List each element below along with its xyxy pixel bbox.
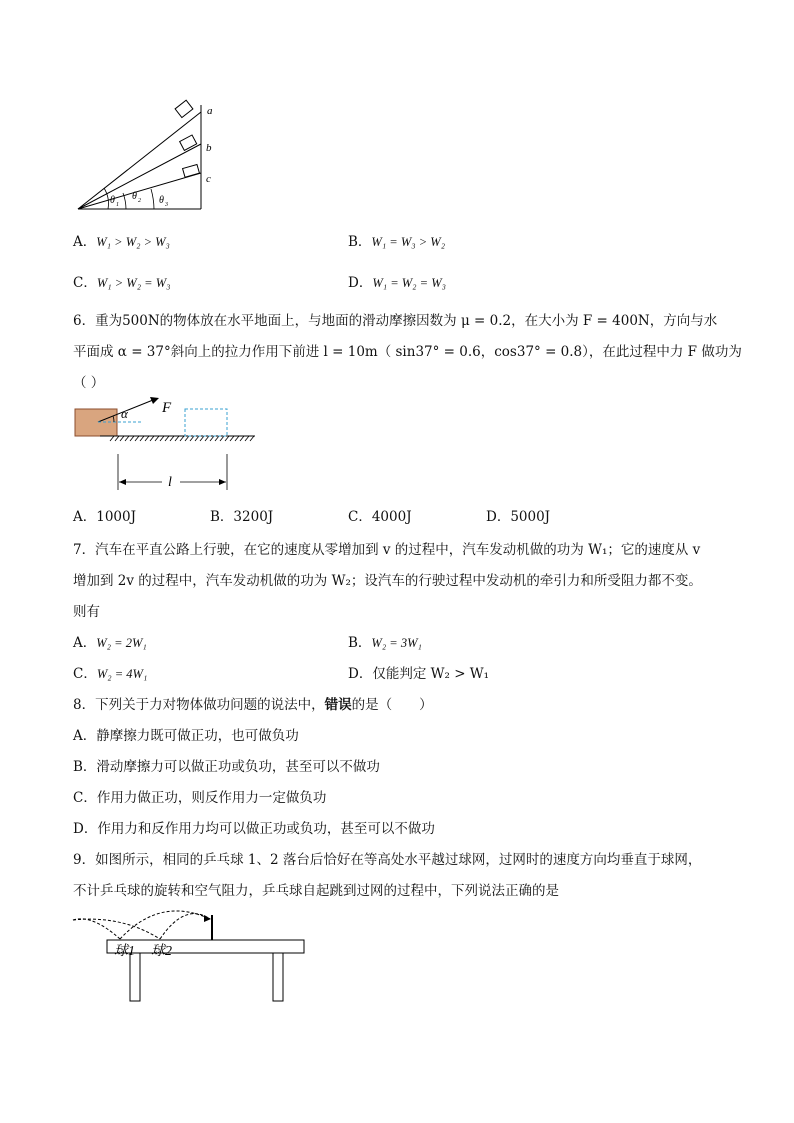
label-alpha: α [121, 406, 128, 421]
net [211, 915, 213, 941]
q8-option-b[interactable]: B．滑动摩擦力可以做正功或负功，甚至可以不做功 [73, 759, 380, 775]
q6-force-figure [70, 400, 260, 494]
q7-option-d[interactable]: D．仅能判定 W₂ > W₁ [348, 666, 490, 682]
label-theta1: θ [110, 195, 115, 206]
q8-stem-bold: 错误 [324, 697, 352, 713]
label-ball2: 球2 [151, 944, 172, 959]
q5-option-a[interactable]: A．W₁ > W₂ > W₃ [73, 234, 170, 250]
q7-option-a[interactable]: A．W₂ = 2W₁ [73, 635, 147, 651]
q7-stem-line3: 则有 [73, 604, 100, 620]
q7-option-c[interactable]: C．W₂ = 4W₁ [73, 666, 148, 682]
q5-option-c[interactable]: C．W₁ > W₂ = W₃ [73, 275, 171, 291]
label-F: F [162, 400, 172, 416]
label-ball1: 球1 [114, 944, 135, 959]
block-ghost [185, 409, 227, 436]
q8-option-a[interactable]: A．静摩擦力既可做正功，也可做负功 [73, 728, 299, 744]
q7-stem-line2: 增加到 2v 的过程中，汽车发动机做的功为 W₂；设汽车的行驶过程中发动机的牵引力和所受阻力都不变。 [73, 573, 702, 589]
q8-stem: 8．下列关于力对物体做功问题的说法中，错误的是（ ） [73, 697, 433, 713]
q7-stem-line1: 7．汽车在平直公路上行驶，在它的速度从零增加到 v 的过程中，汽车发动机做的功为 W₁；它的速度从 v [73, 542, 701, 558]
q6-stem-line3: （ ） [73, 375, 105, 391]
q5-option-b[interactable]: B．W₁ = W₃ > W₂ [348, 234, 446, 250]
table-top [107, 940, 304, 953]
q9-stem-line1: 9．如图所示，相同的乒乓球 1、2 落台后恰好在等高处水平越过球网，过网时的速度方向均垂直于球网， [73, 852, 702, 868]
label-l: l [168, 475, 172, 490]
q5-incline-figure [70, 100, 230, 215]
table-leg-right [273, 953, 283, 1001]
label-theta3: θ [159, 195, 164, 206]
q8-option-d[interactable]: D．作用力和反作用力均可以做正功或负功，甚至可以不做功 [73, 821, 435, 837]
block-c [183, 164, 200, 177]
q5-option-d[interactable]: D．W₁ = W₂ = W₃ [348, 275, 446, 291]
q6-option-d[interactable]: D．5000J [486, 509, 551, 525]
q6-option-a[interactable]: A．1000J [73, 509, 137, 525]
q6-stem-line1: 6．重为500N的物体放在水平地面上，与地面的滑动摩擦因数为 μ = 0.2，在大小为 F = 400N，方向与水 [73, 313, 718, 329]
label-b: b [206, 142, 212, 154]
q9-stem-line2: 不计乒乓球的旋转和空气阻力，乒乓球自起跳到过网的过程中，下列说法正确的是 [73, 883, 559, 899]
label-a: a [207, 105, 213, 117]
label-theta2: θ [132, 191, 137, 202]
label-c: c [206, 173, 211, 185]
label-theta3-sub: 3 [165, 202, 168, 208]
label-theta1-sub: 1 [116, 202, 119, 208]
q7-option-b[interactable]: B．W₂ = 3W₁ [348, 635, 422, 651]
q6-stem-line2: 平面成 α = 37°斜向上的拉力作用下前进 l = 10m（ sin37° = 0.6，cos37° = 0.8），在此过程中力 F 做功为 [73, 344, 742, 360]
q6-option-b[interactable]: B．3200J [210, 509, 274, 525]
q6-option-c[interactable]: C．4000J [348, 509, 412, 525]
block-a [175, 100, 193, 117]
q9-table-tennis-figure [70, 912, 310, 1004]
q8-option-c[interactable]: C．作用力做正功，则反作用力一定做负功 [73, 790, 327, 806]
table-leg-left [130, 953, 140, 1001]
label-theta2-sub: 2 [138, 198, 141, 204]
